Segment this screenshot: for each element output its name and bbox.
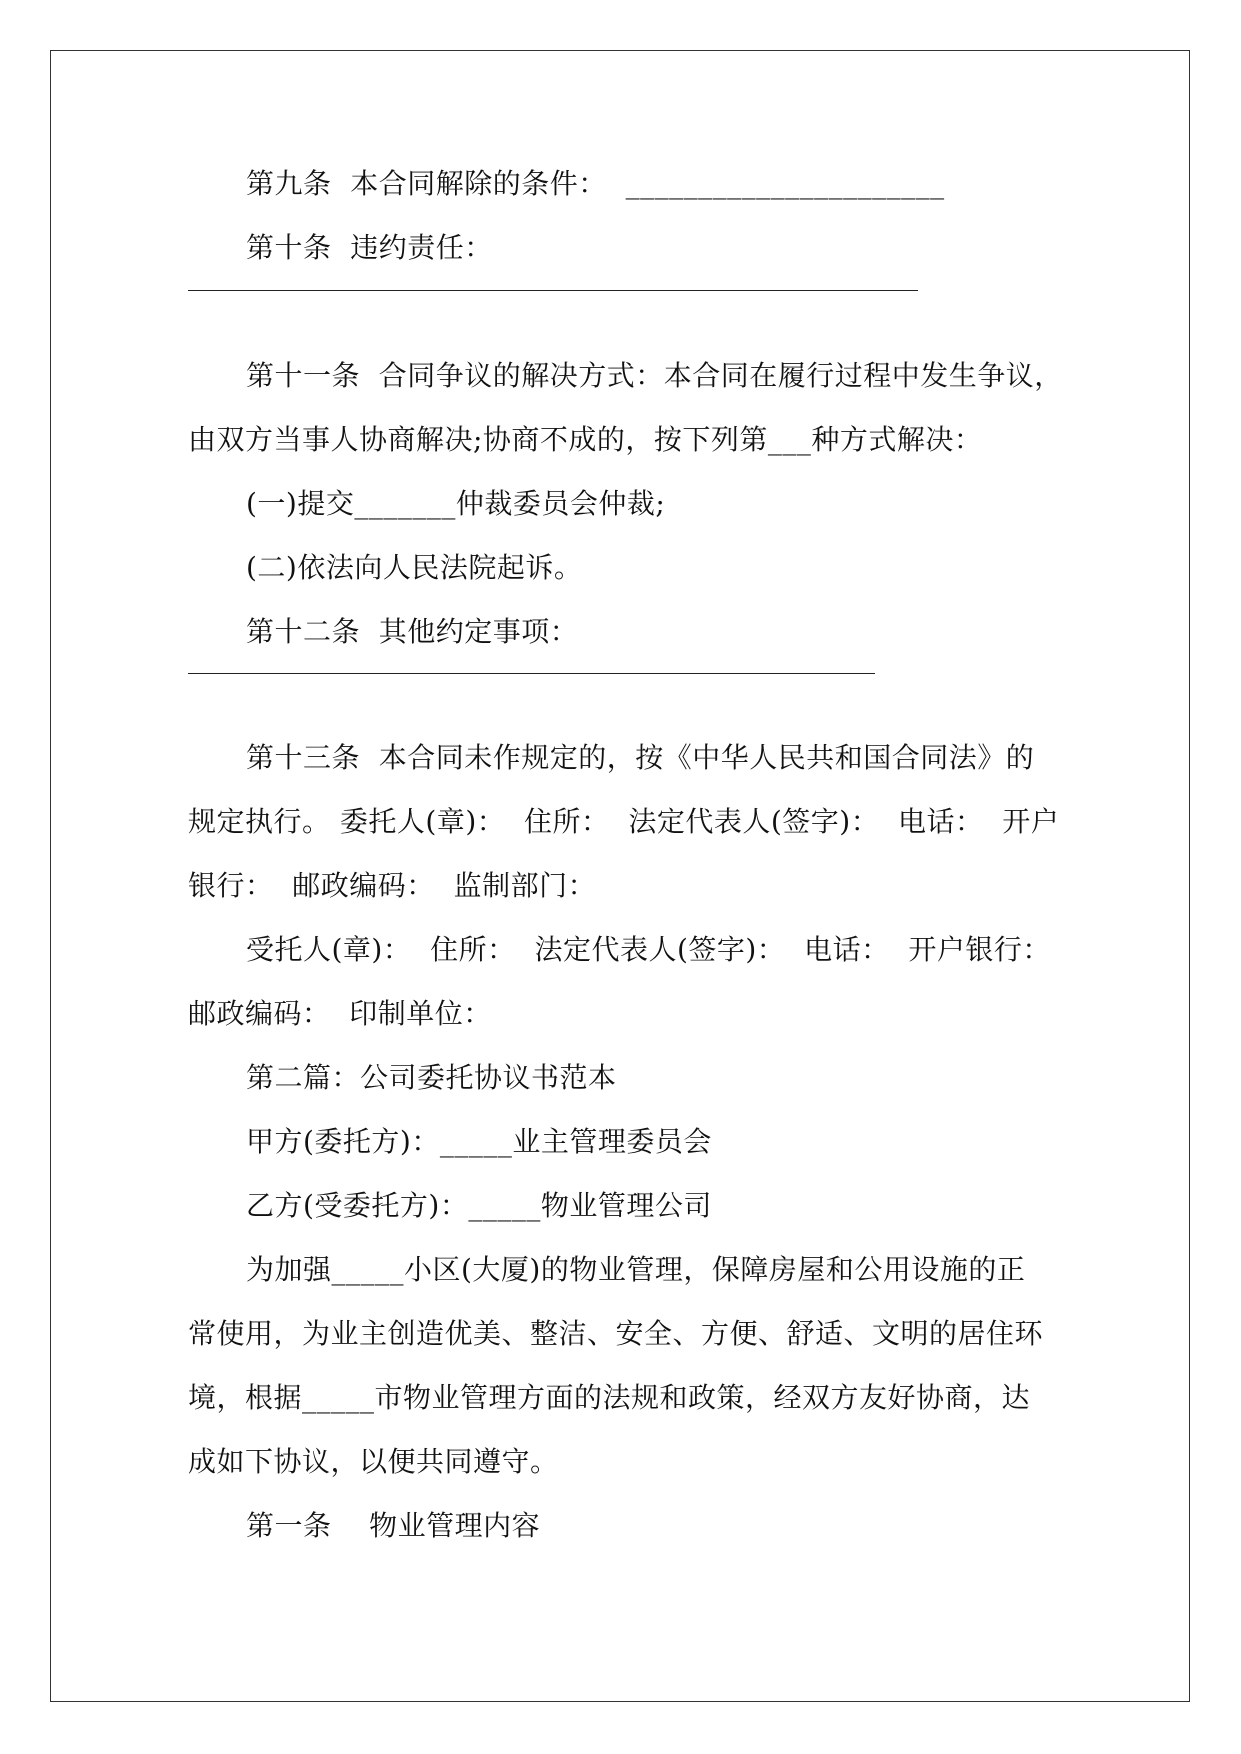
blank-fill-line-liability	[188, 290, 918, 291]
principal-signature-block: 规定执行。 委托人(章)： 住所： 法定代表人(签字)： 电话： 开户	[188, 805, 1060, 838]
clause-10-liability: 第十条 违约责任：	[246, 231, 493, 264]
option-arbitration: (一)提交_______仲裁委员会仲裁;	[246, 487, 666, 520]
clause-1-management-content: 第一条 物业管理内容	[246, 1509, 541, 1542]
clause-9-termination-conditions: 第九条 本合同解除的条件： ______________________	[246, 167, 945, 200]
agent-signature-block-continued: 邮政编码： 印制单位：	[188, 997, 492, 1030]
principal-signature-block-continued: 银行： 邮政编码： 监制部门：	[188, 869, 597, 902]
preamble-paragraph: 为加强_____小区(大厦)的物业管理，保障房屋和公用设施的正	[246, 1253, 1026, 1286]
preamble-paragraph-line-3: 境，根据_____市物业管理方面的法规和政策，经双方友好协商，达	[188, 1381, 1031, 1414]
clause-13-unspecified-matters: 第十三条 本合同未作规定的，按《中华人民共和国合同法》的	[246, 741, 1035, 774]
clause-11-dispute-resolution: 第十一条 合同争议的解决方式：本合同在履行过程中发生争议，	[246, 359, 1063, 392]
clause-11-continuation: 由双方当事人协商解决;协商不成的，按下列第___种方式解决：	[188, 423, 983, 456]
party-b: 乙方(受委托方)：_____物业管理公司	[246, 1189, 712, 1222]
section-heading-part-two: 第二篇：公司委托协议书范本	[246, 1061, 617, 1094]
agent-signature-block: 受托人(章)： 住所： 法定代表人(签字)： 电话： 开户银行：	[246, 933, 1051, 966]
blank-fill-line-other-matters	[188, 673, 875, 674]
party-a: 甲方(委托方)：_____业主管理委员会	[246, 1125, 712, 1158]
preamble-paragraph-line-2: 常使用，为业主创造优美、整洁、安全、方便、舒适、文明的居住环	[188, 1317, 1044, 1350]
clause-12-other-matters: 第十二条 其他约定事项：	[246, 615, 579, 648]
preamble-paragraph-line-4: 成如下协议，以便共同遵守。	[188, 1445, 559, 1478]
option-court: (二)依法向人民法院起诉。	[246, 551, 583, 584]
